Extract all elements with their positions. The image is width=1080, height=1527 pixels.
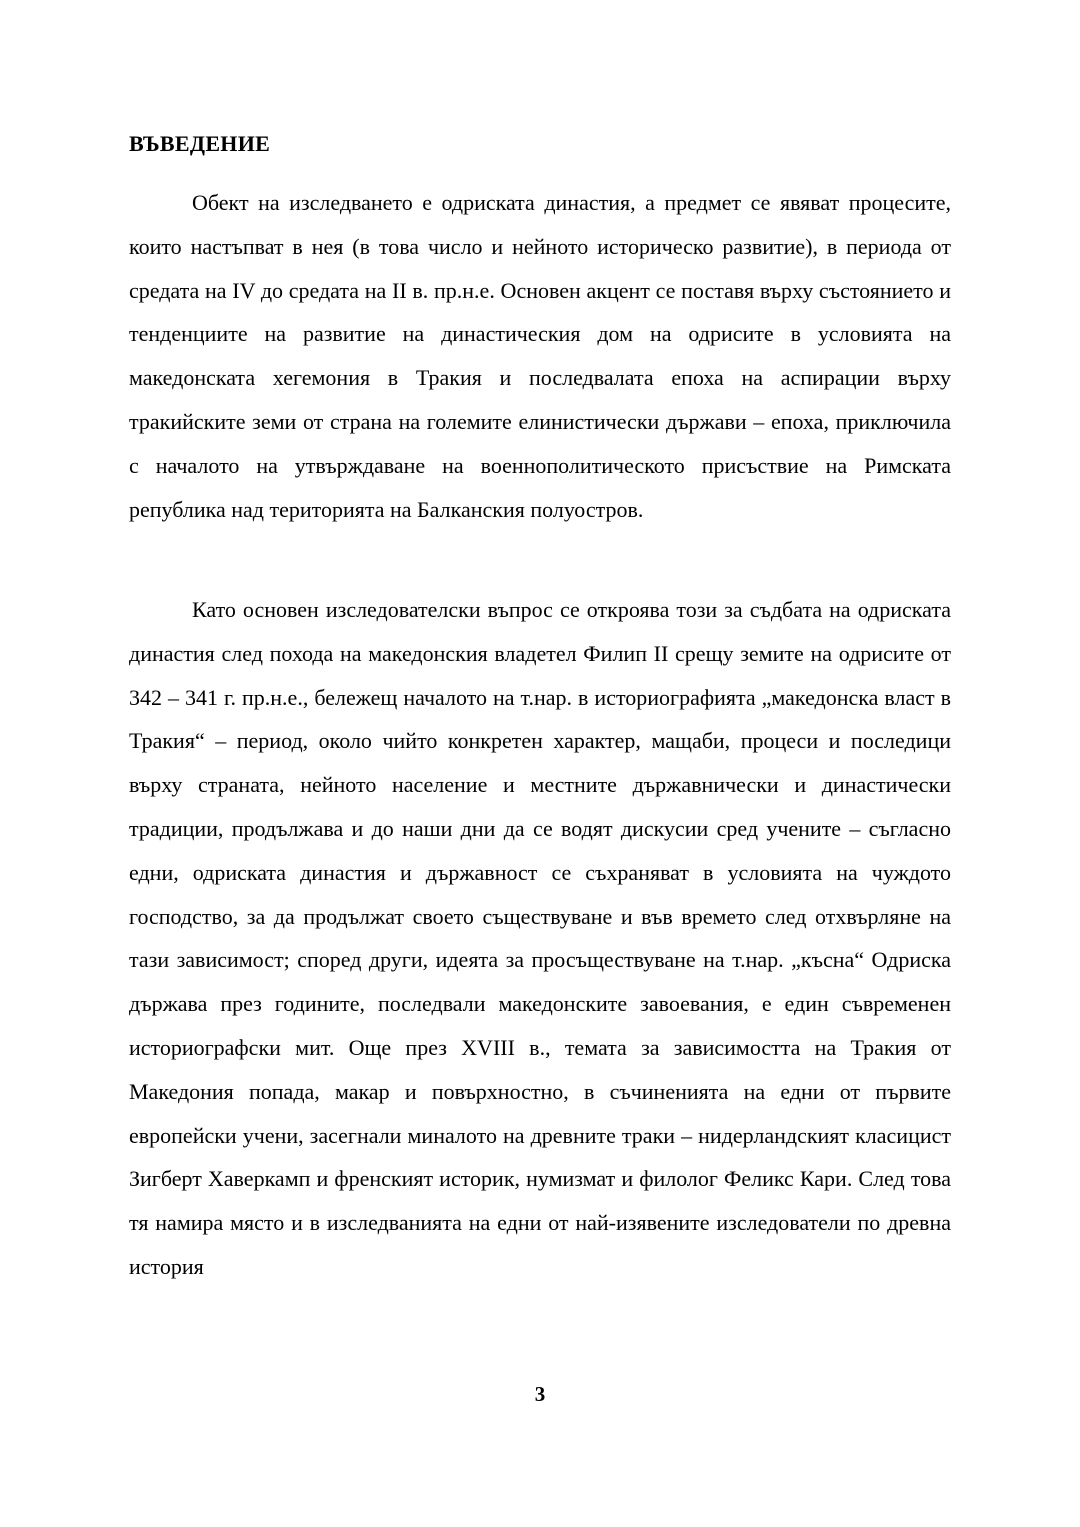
section-heading: ВЪВЕДЕНИЕ <box>129 131 271 156</box>
page-number: 3 <box>534 1382 546 1406</box>
paragraph-research-question: Като основен изследователски въпрос се откроява този за съдбата на одриската династия след похода на македонския владетел Филип II срещу земите на одрисите от 342 – 341 г. пр.н.е., бележещ началото на т.нар. в историографията „македонска власт в Тракия“ – период, около чийто конкретен характер, мащаби, процеси и последици върху страната, нейното население и местните държавнически и династически традиции, продължава и до наши дни да се водят дискусии сред учените – съгласно едни, одриската династия и държавност се съхраняват в условията на чуждото господство, за да продължат своето съществуване и във времето след отхвърляне на тази зависимост; според други, идеята за просъществуване на т.нар. „късна“ Одриска държава през годините, последвали македонските завоевания, е един съвременен историографски мит. Още през XVIII в., темата за зависимостта на Тракия от Македония попада, макар и повърхностно, в съчиненията на едни от първите европейски учени, засегнали миналото на древните траки – нидерландският класицист Зигберт Хаверкамп и френският историк, нумизмат и филолог Феликс Кари. След това тя намира място и в изследванията на едни от най-изявените изследователи по древна история <box>129 597 951 1279</box>
paragraph-object-of-study: Обект на изследването е одриската династия, а предмет се явяват процесите, които настъпват в нея (в това число и нейното историческо развитие), в периода от средата на IV до средата на II в. пр.н.е. Основен акцент се поставя върху състоянието и тенденциите на развитие на династическия дом на одрисите в условията на македонската хегемония в Тракия и последвалата епоха на аспирации върху тракийските земи от страна на големите елинистически държави – епоха, приключила с началото на утвърждаване на военнополитическото присъствие на Римската република над територията на Балканския полуостров. <box>129 190 951 522</box>
